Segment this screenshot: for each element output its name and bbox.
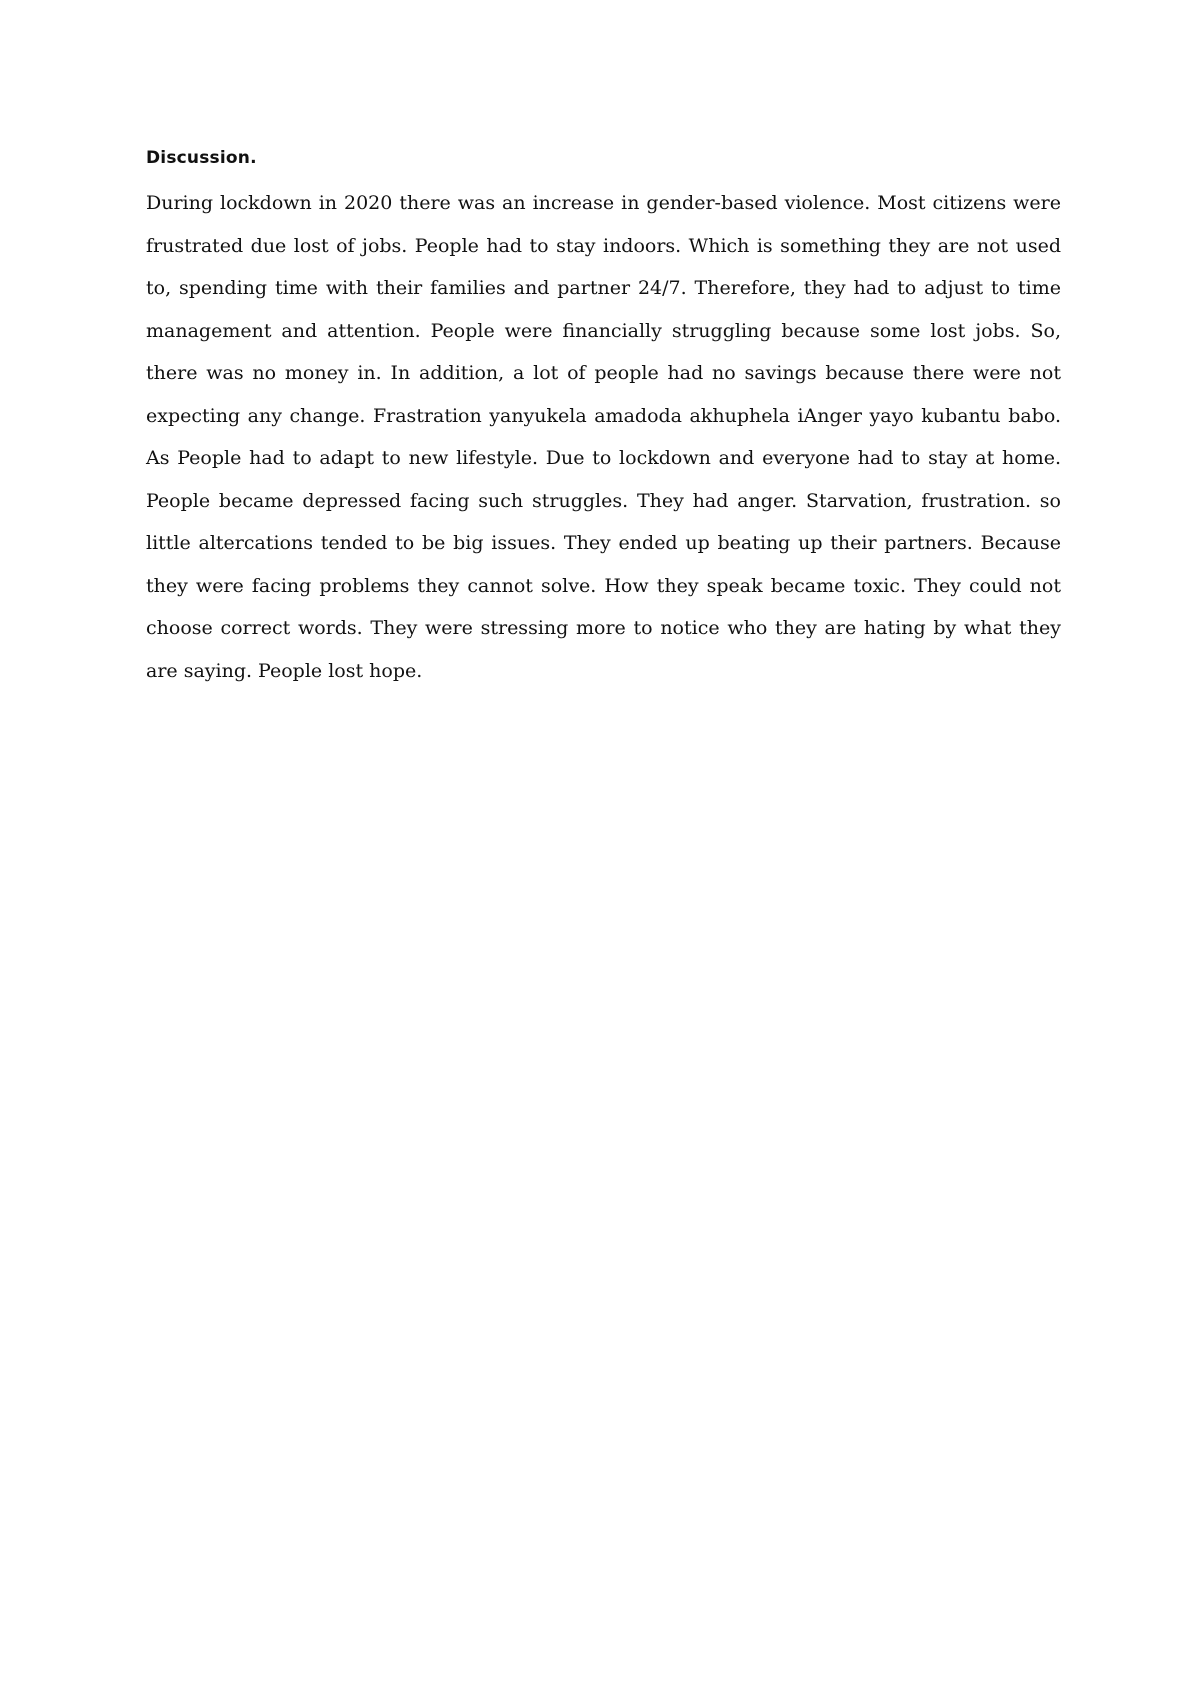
section-heading: Discussion. xyxy=(146,148,257,168)
document-content xyxy=(146,146,1061,692)
discussion-paragraph: During lockdown in 2020 there was an increase in gender-based violence. Most citizens were frustrated due lost of jobs. People had to stay indoors. Which is something they are not used to, spending time with their families and partner 24/7. Therefore, they had to adjust to time management and attention. People were financially struggling because some lost jobs. So, there was no money in. In addition, a lot of people had no savings because there were not expecting any change. Frastration yanyukela amadoda akhuphela iAnger yayo kubantu babo. As People had to adapt to new lifestyle. Due to lockdown and everyone had to stay at home. People became depressed facing such struggles. They had anger. Starvation, frustration. so little altercations tended to be big issues. They ended up beating up their partners. Because they were facing problems they cannot solve. How they speak became toxic. They could not choose correct words. They were stressing more to notice who they are hating by what they are saying. People lost hope. xyxy=(146,192,1061,682)
